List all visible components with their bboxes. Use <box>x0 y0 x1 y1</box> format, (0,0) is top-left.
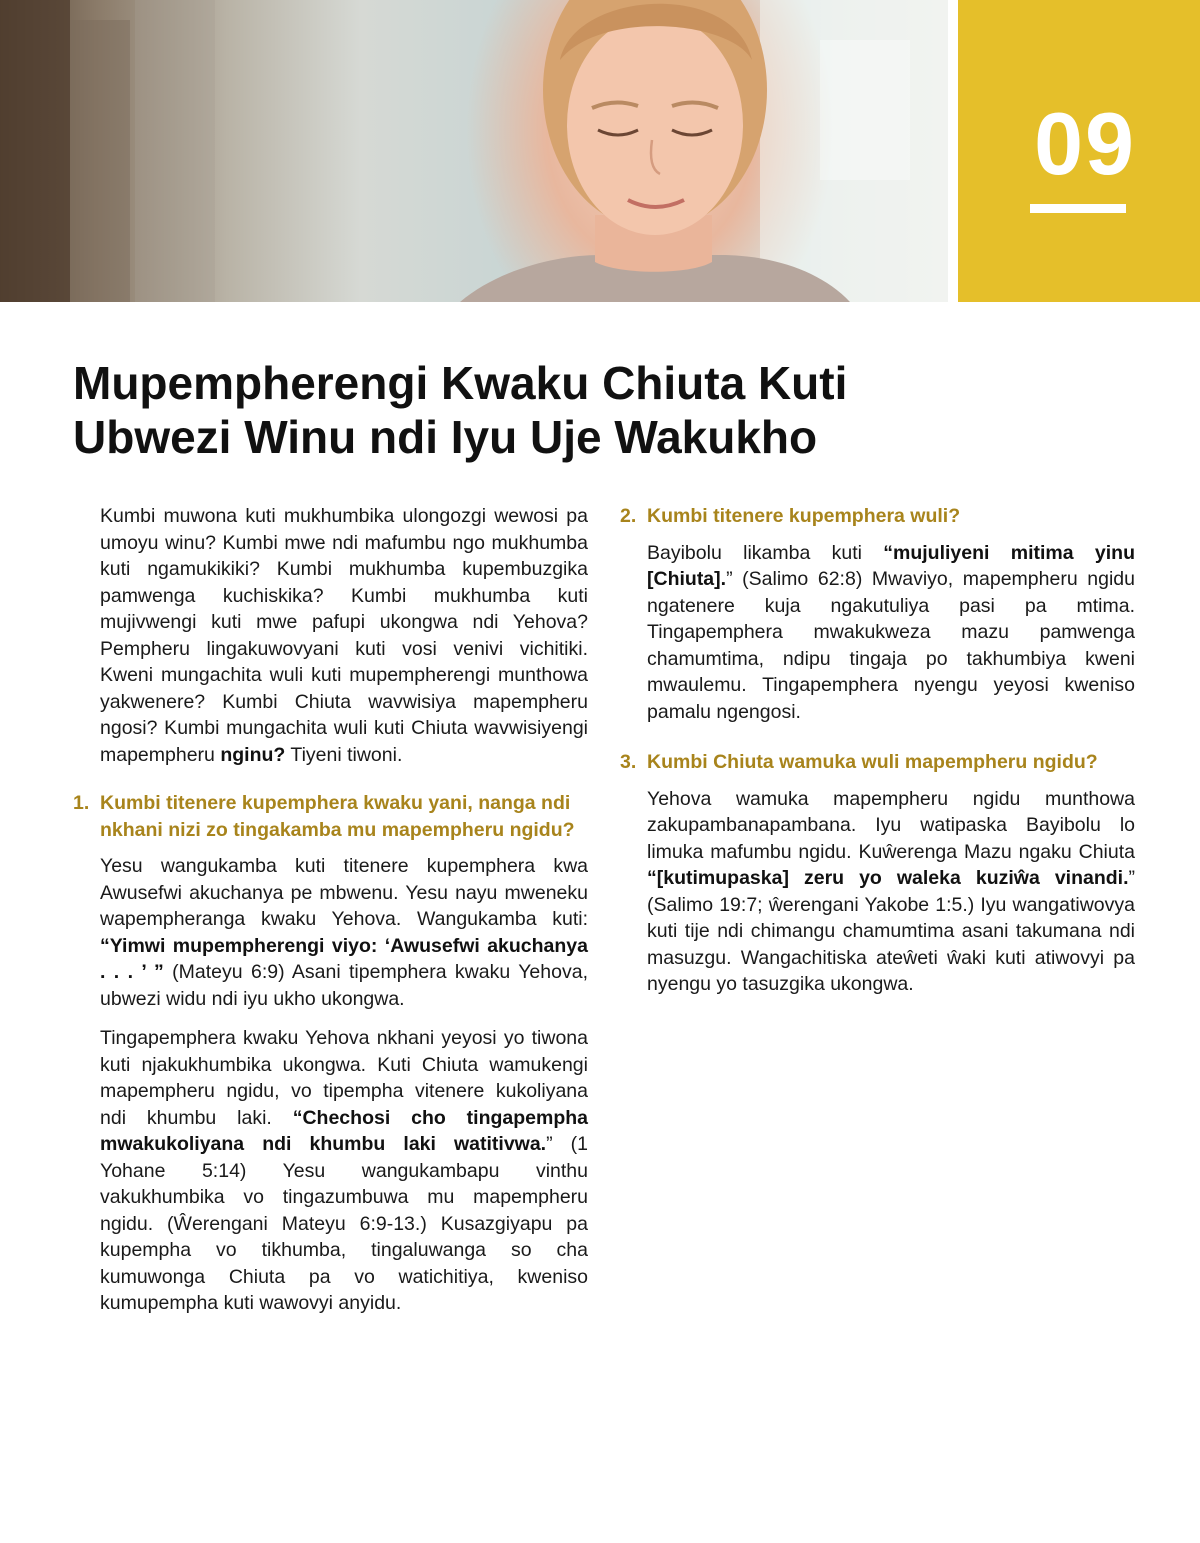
question-1-paragraph-2 <box>100 1025 588 1317</box>
intro-end: Tiyeni tiwoni. <box>285 743 403 766</box>
q1-p2-text: Tingapemphera kwaku Yehova nkhani yeyosi yo tiwona kuti njakukhumbika ukongwa. Kuti Chiuta wamukengi mapempheru ngidu, vo tipempha vitenere kukoliyana ndi khumbu laki. <box>100 1027 588 1129</box>
title-line-1: Mupempherengi Kwaku Chiuta Kuti <box>73 357 848 409</box>
question-3-heading <box>620 749 1135 776</box>
question-2-text: Kumbi titenere kupemphera wuli? <box>647 505 961 527</box>
q3-p1-quote: “[kutimupaska] zeru yo waleka kuziŵa vinandi. <box>647 867 1129 889</box>
intro-paragraph <box>100 503 588 768</box>
intro-bold: nginu? <box>220 743 286 766</box>
question-2-number: 2. <box>620 505 637 527</box>
title-line-2: Ubwezi Winu ndi Iyu Uje Wakukho <box>73 411 818 463</box>
question-2-heading <box>620 503 1135 530</box>
question-3-text: Kumbi Chiuta wamuka wuli mapempheru ngidu? <box>647 751 1098 773</box>
lesson-number-badge <box>958 0 1200 302</box>
question-1-heading <box>73 790 588 843</box>
lesson-number-underline <box>1030 204 1126 213</box>
lesson-number: 09 <box>1034 94 1136 193</box>
question-1-paragraph-1 <box>100 853 588 1012</box>
hero-photo <box>0 0 948 302</box>
q1-p1-end: (Mateyu 6:9) Asani tipemphera kwaku Yehova, ubwezi widu ndi iyu ukho ukongwa. <box>100 961 588 1010</box>
q2-p1-end: ” (Salimo 62:8) Mwaviyo, mapempheru ngidu ngatenere kuja ngakutuliya pasi pa mtima. Tingapemphera mwakukweza mazu pamwenga chamumtima, ndipu tingaja po takhumbiya kweni mwaulemu. Tingapemphera nyengu yeyosi kweniso pamalu ngengosi. <box>647 568 1135 723</box>
woman-praying-illustration <box>0 0 948 302</box>
question-2-paragraph-1 <box>647 540 1135 726</box>
page-title <box>73 356 1133 464</box>
question-1-text: Kumbi titenere kupemphera kwaku yani, nanga ndi nkhani nizi zo tingakamba mu mapempheru ngidu? <box>100 792 575 841</box>
q1-p1-quote: “Yimwi mupempherengi viyo: ‘Awusefwi akuchanya . . . ’ ” <box>100 934 588 983</box>
q2-p1-quote: “mujuliyeni mitima yinu [Chiuta]. <box>647 541 1135 590</box>
q1-p2-end: ” (1 Yohane 5:14) Yesu wangukambapu vinthu vakukhumbika vo tingazumbuwa mu mapempheru ngidu. (Ŵerengani Mateyu 6:9-13.) Kusazgiyapu pa kupempha vo tikhumba, tingaluwanga so cha kumuwonga Chiuta pa vo watichitiya, kweniso kumupempha kuti wawovyi anyidu. <box>100 1133 589 1314</box>
q1-p1-text: Yesu wangukamba kuti titenere kupemphera kwa Awusefwi akuchanya pe mbwenu. Yesu nayu mweneku wapempheranga kwaku Yehova. Wangukamba kuti: <box>100 855 588 930</box>
q3-p1-end: ” (Salimo 19:7; ŵerengani Yakobe 1:5.) Iyu wangatiwovya kuti tije ndi chimangu chamumtima asani takumana ndi masuzgu. Wangachitiska ateŵeti ŵaki kuti atiwovyi pa nyengu yo tasuzgika ukongwa. <box>647 867 1135 995</box>
q2-p1-text: Bayibolu likamba kuti <box>647 541 884 564</box>
q3-p1-text: Yehova wamuka mapempheru ngidu munthowa zakupambanapambana. Iyu watipaska Bayibolu lo limuka mafumbu ngidu. Kuŵerenga Mazu ngaku Chiuta <box>647 787 1135 863</box>
question-3-paragraph-1 <box>647 786 1135 998</box>
intro-text: Kumbi muwona kuti mukhumbika ulongozgi wewosi pa umoyu winu? Kumbi mwe ndi mafumbu ngo mukhumba kuti ngamukikiki? Kumbi mukhumba kupembuzgika pamwenga kuchiskika? Kumbi mukhumba kuti mujivwengi kuti mwe pafupi ukongwa ndi Yehova? Pempheru lingakuwovyani kuti vosi venivi vichitiki. Kweni mungachita wuli kuti mupempherengi munthowa yakwenere? Kumbi Chiuta wavwisiya mapempheru ngosi? Kumbi mungachita wuli kuti Chiuta wavwisiyengi mapempheru <box>100 505 588 766</box>
question-3-number: 3. <box>620 751 637 773</box>
q1-p2-quote: “Chechosi cho tingapempha mwakukoliyana ndi khumbu laki watitivwa. <box>100 1106 589 1155</box>
question-1-number: 1. <box>73 792 90 814</box>
body-text-columns <box>73 503 1135 1333</box>
